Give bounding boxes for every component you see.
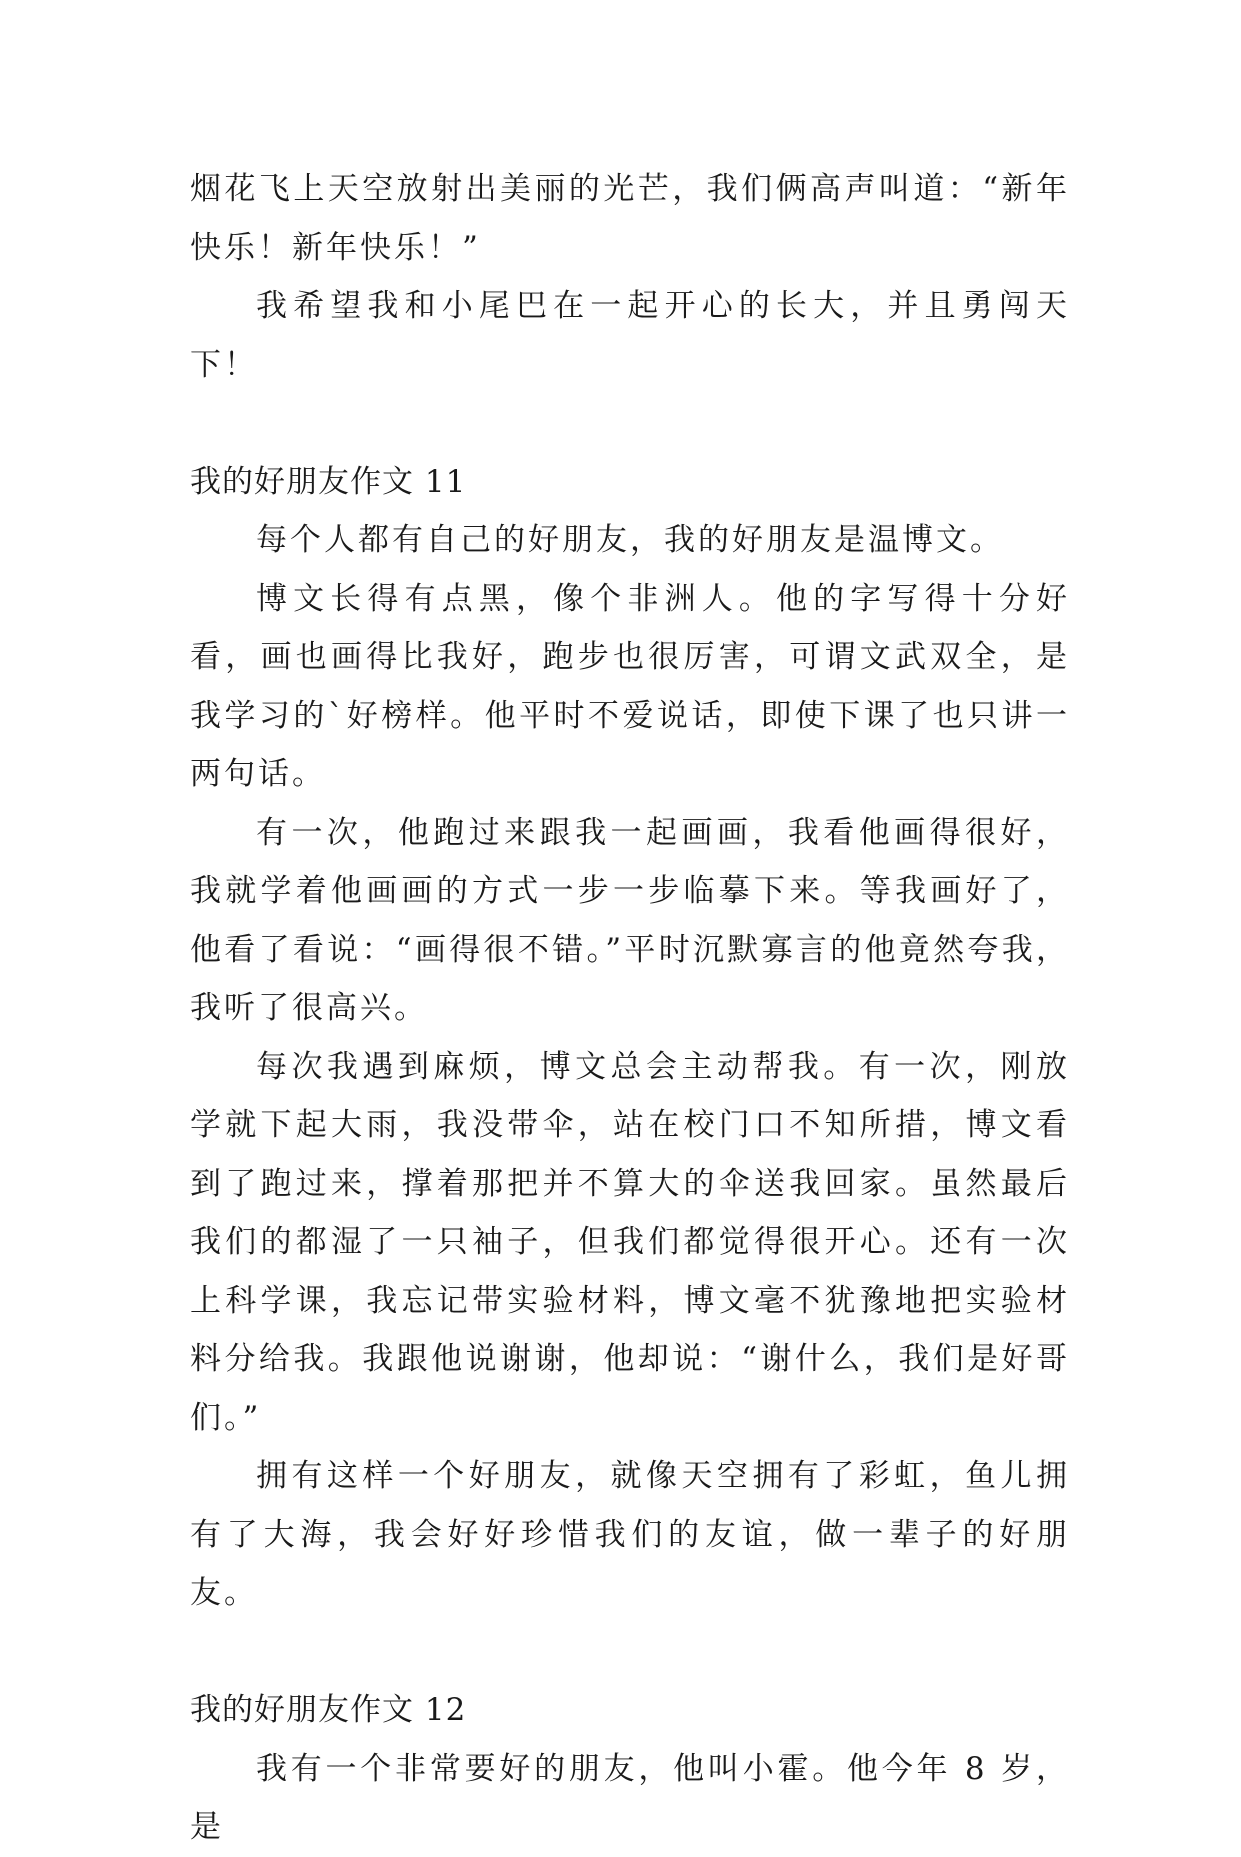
paragraph: 博文长得有点黑，像个非洲人。他的字写得十分好看，画也画得比我好，跑步也很厉害，可谓文武双全，是我学习的`好榜样。他平时不爱说话，即使下课了也只讲一两句话。	[190, 580, 1070, 792]
paragraph: 我希望我和小尾巴在一起开心的长大，并且勇闯天下！	[190, 288, 1070, 383]
section-heading: 我的好朋友作文 11	[190, 463, 467, 500]
paragraph: 我有一个非常要好的朋友，他叫小霍。他今年 8 岁，是	[190, 1750, 1070, 1845]
paragraph: 每个人都有自己的好朋友，我的好朋友是温博文。	[256, 522, 1004, 558]
section-gap	[190, 394, 1070, 453]
paragraph: 拥有这样一个好朋友，就像天空拥有了彩虹，鱼儿拥有了大海，我会好好珍惜我们的友谊，做一辈子的好朋友。	[190, 1458, 1070, 1611]
paragraph: 有一次，他跑过来跟我一起画画，我看他画得很好，我就学着他画画的方式一步一步临摹下来。等我画好了，他看了看说：“画得很不错。”平时沉默寡言的他竟然夸我，我听了很高兴。	[190, 814, 1070, 1026]
section-heading: 我的好朋友作文 12	[190, 1692, 467, 1728]
document-body	[190, 160, 1070, 1857]
paragraph: 每次我遇到麻烦，博文总会主动帮我。有一次，刚放学就下起大雨，我没带伞，站在校门口不知所措，博文看到了跑过来，撑着那把并不算大的伞送我回家。虽然最后我们的都湿了一只袖子，但我们都觉得很开心。还有一次上科学课，我忘记带实验材料，博文毫不犹豫地把实验材料分给我。我跟他说谢谢，他却说：“谢什么，我们是好哥们。”	[190, 1048, 1070, 1436]
section-gap	[190, 1623, 1070, 1682]
paragraph: 烟花飞上天空放射出美丽的光芒，我们俩高声叫道：“新年快乐！新年快乐！”	[190, 171, 1070, 266]
